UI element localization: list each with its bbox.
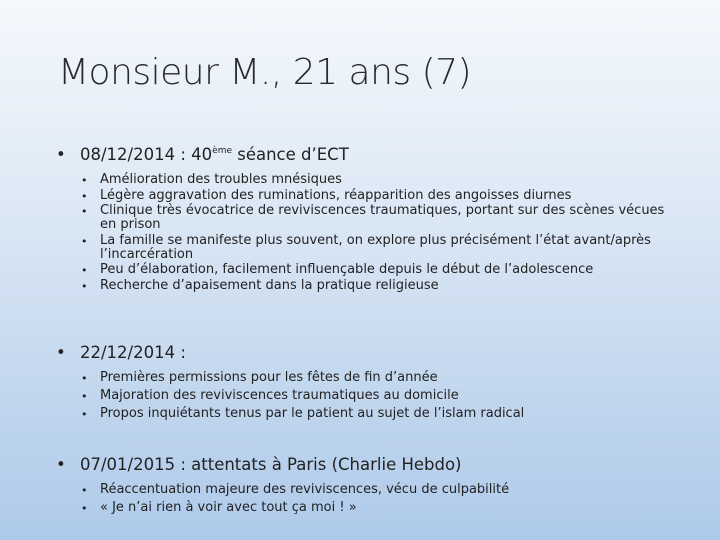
- bullet-icon: •: [81, 234, 88, 248]
- list-item: • Recherche d’apaisement dans la pratique religieuse: [81, 277, 439, 293]
- bullet-icon: •: [81, 189, 88, 203]
- section-heading: [56, 455, 666, 475]
- sub-list: [56, 173, 666, 293]
- bullet-icon: •: [81, 174, 88, 187]
- section-2014-12-08: [56, 145, 666, 295]
- bullet-icon: •: [81, 205, 88, 219]
- list-item: • Amélioration des troubles mnésiques: [81, 172, 342, 187]
- bullet-icon: •: [56, 343, 66, 362]
- bullet-icon: •: [81, 279, 88, 293]
- sub-list: [56, 483, 666, 515]
- bullet-icon: •: [81, 502, 88, 515]
- list-item: • Légère aggravation des ruminations, réapparition des angoisses diurnes: [81, 187, 572, 203]
- heading-date: 22/12/2014 :: [80, 343, 186, 362]
- list-item: • Propos inquiétants tenus par le patient au sujet de l’islam radical: [81, 406, 525, 421]
- bullet-icon: •: [81, 390, 88, 403]
- slide-title: Monsieur M., 21 ans (7): [58, 52, 472, 93]
- heading-date: 08/12/2014 : 40: [80, 145, 213, 164]
- list-item: • Peu d’élaboration, facilement influençable depuis le début de l’adolescence: [81, 262, 594, 278]
- list-item: • Réaccentuation majeure des reviviscences, vécu de culpabilité: [81, 482, 510, 497]
- list-item: • La famille se manifeste plus souvent, on explore plus précisément l’état avant/après l’incarcération: [81, 232, 651, 262]
- bullet-icon: •: [81, 484, 88, 497]
- list-item: • Majoration des reviviscences traumatiques au domicile: [81, 388, 459, 403]
- section-2014-12-22: [56, 343, 666, 423]
- sub-list: [56, 371, 666, 421]
- list-item: • Clinique très évocatrice de reviviscences traumatiques, portant sur des scènes vécues en prison: [81, 203, 665, 233]
- heading-date: 07/01/2015 : attentats à Paris (Charlie Hebdo): [80, 455, 462, 474]
- bullet-icon: •: [56, 145, 66, 164]
- section-heading: [56, 145, 666, 165]
- bullet-icon: •: [56, 455, 66, 474]
- section-heading: [56, 343, 666, 363]
- heading-rest: séance d’ECT: [232, 145, 349, 164]
- list-item: • Premières permissions pour les fêtes de fin d’année: [81, 370, 438, 385]
- bullet-icon: •: [81, 264, 88, 278]
- bullet-icon: •: [81, 372, 88, 385]
- bullet-icon: •: [81, 408, 88, 421]
- list-item: • « Je n’ai rien à voir avec tout ça moi ! »: [81, 500, 357, 515]
- section-2015-01-07: [56, 455, 666, 517]
- heading-superscript: ème: [212, 146, 232, 156]
